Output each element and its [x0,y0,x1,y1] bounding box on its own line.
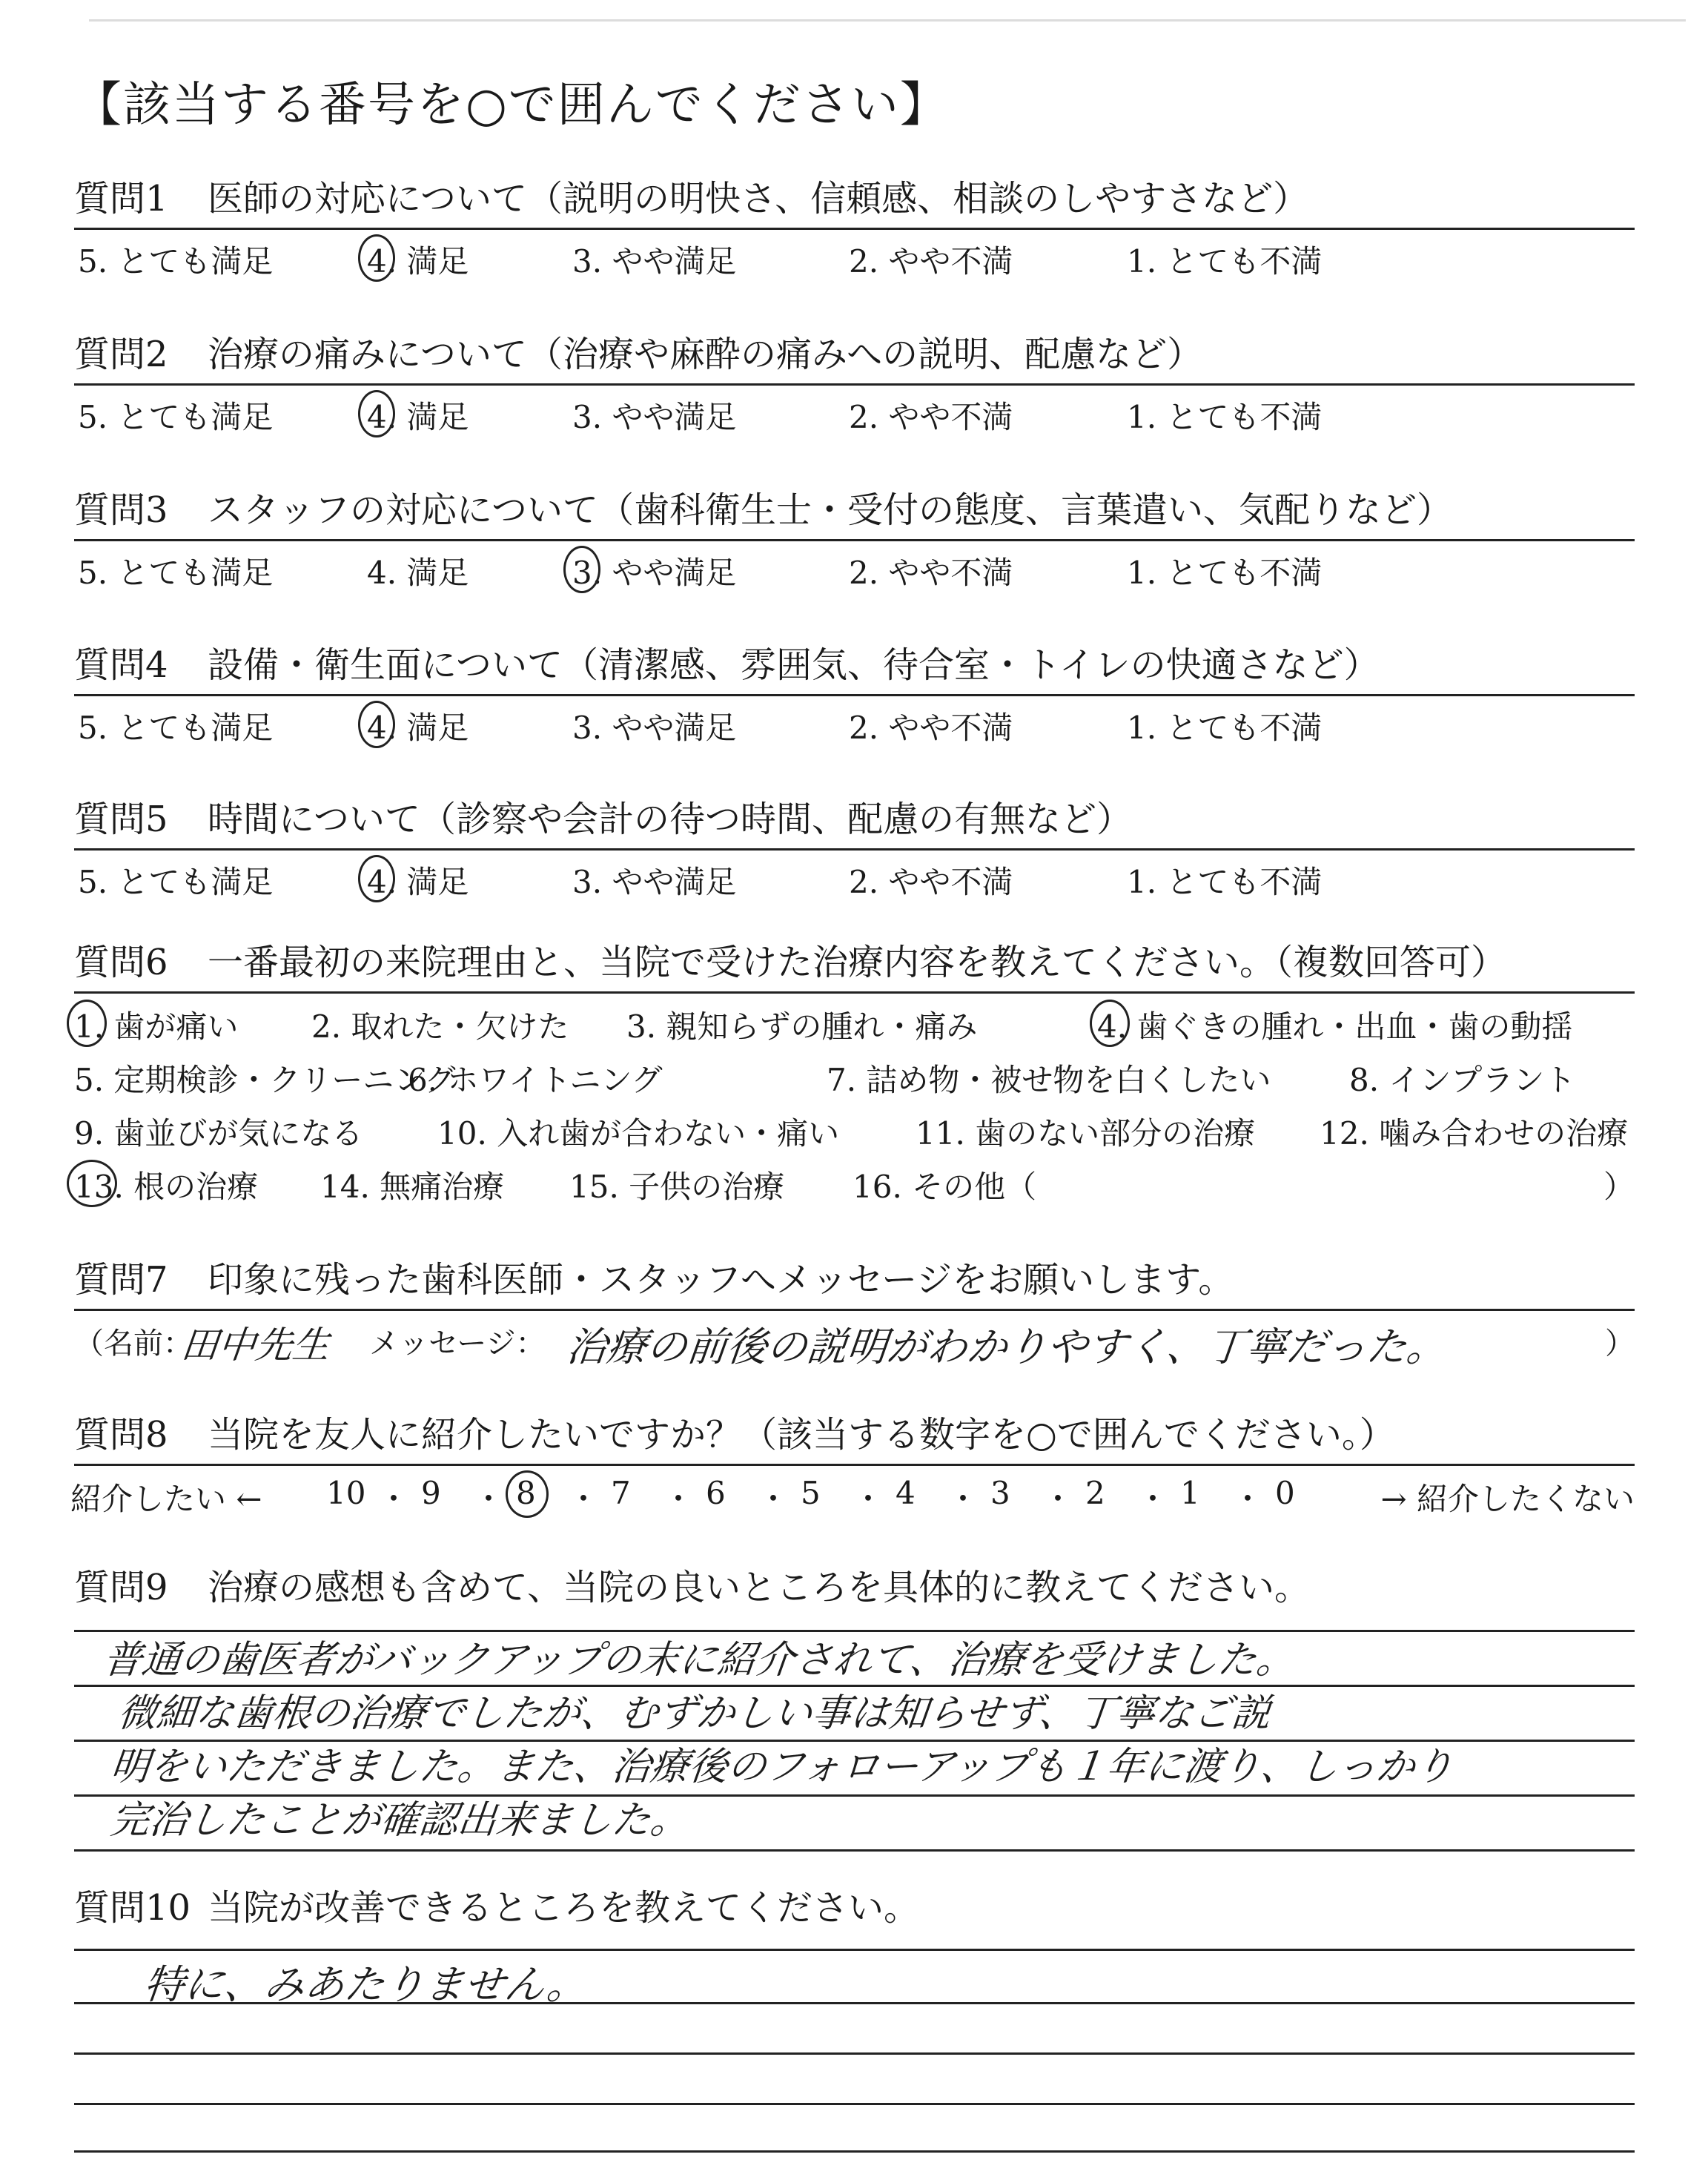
question-text: 当院を友人に紹介したいですか？（該当する数字を○で囲んでください。） [208,1414,1395,1456]
rating-option[interactable]: 2. やや不満 [849,555,1013,591]
rating-option[interactable]: 4. 満足 [367,864,469,900]
q9-answer-line-2[interactable]: 微細な歯根の治療でしたが、むずかしい事は知らせず、丁寧なご説 [116,1691,1273,1736]
q6-option[interactable]: 5. 定期検診・クリーニング [74,1062,456,1098]
question-text: 医師の対応について（説明の明快さ、信頼感、相談のしやすさなど） [208,178,1309,219]
question-5 [74,795,1635,905]
name-label: （名前： [74,1327,193,1361]
rating-option[interactable]: 5. とても満足 [78,710,274,746]
selection-circle [67,1160,117,1207]
rating-option[interactable]: 2. やや不満 [849,710,1013,746]
selection-circle [563,546,600,593]
question-text: 印象に残った歯科医師・スタッフへメッセージをお願いします。 [208,1259,1234,1301]
scale-separator: ・ [473,1481,505,1517]
q9-answer-line-4[interactable]: 完治したことが確認出来ました。 [108,1798,692,1843]
recommend-score[interactable]: 1 [1180,1475,1200,1511]
scale-separator: ・ [947,1481,979,1517]
rating-option[interactable]: 4. 満足 [367,555,469,591]
question-3 [74,486,1635,596]
question-number: 質問3 [74,489,168,531]
message-line [74,1311,1635,1370]
question-6 [74,938,1635,1216]
rating-option[interactable]: 4. 満足 [367,399,469,435]
question-1 [74,174,1635,285]
q6-option[interactable]: 12. 噛み合わせの治療 [1320,1115,1629,1152]
top-edge-line [89,19,1686,22]
rating-option[interactable]: 2. やや不満 [849,243,1013,280]
scale-separator: ・ [758,1481,790,1517]
recommend-score[interactable]: 6 [706,1475,726,1511]
q6-option[interactable]: 7. 詰め物・被せ物を白くしたい [827,1062,1271,1098]
answer-rule [74,2103,1635,2105]
rating-options [74,541,1635,596]
question-number: 質問7 [74,1259,168,1301]
rating-option[interactable]: 3. やや満足 [572,864,737,900]
rating-option[interactable]: 3. やや満足 [572,243,737,280]
question-number: 質問6 [74,942,168,983]
scale-separator: ・ [1042,1481,1074,1517]
q6-option[interactable]: 1. 歯が痛い [74,1008,239,1045]
selection-circle [67,1000,107,1047]
answer-rule [74,2052,1635,2055]
form-header: 【該当する番号を○で囲んでください】 [74,78,949,133]
rating-options [74,851,1635,905]
q10-answer[interactable]: 特に、みあたりません。 [142,1961,590,2008]
question-text: スタッフの対応について（歯科衛生士・受付の態度、言葉遣い、気配りなど） [208,489,1453,531]
question-text: 一番最初の来院理由と、当院で受けた治療内容を教えてください。（複数回答可） [208,942,1507,983]
selection-circle [358,855,395,902]
question-text: 設備・衛生面について（清潔感、雰囲気、待合室・トイレの快適さなど） [208,644,1380,686]
recommend-left-label: 紹介したい ← [70,1481,262,1517]
q6-option[interactable]: 8. インプラント [1349,1062,1576,1098]
scale-separator: ・ [1137,1481,1169,1517]
message-text[interactable]: 治療の前後の説明がわかりやすく、丁寧だった。 [564,1324,1449,1370]
selection-circle [1090,1000,1130,1047]
question-number: 質問9 [74,1567,168,1608]
question-text: 時間について（診察や会計の待つ時間、配慮の有無など） [208,799,1133,840]
close-paren: ） [1603,1169,1635,1205]
question-number: 質問8 [74,1414,168,1456]
question-number: 質問5 [74,799,168,840]
rating-option[interactable]: 4. 満足 [367,710,469,746]
recommend-scale [70,1466,1635,1518]
answer-rule [74,1949,1635,1951]
q6-option[interactable]: 13. 根の治療 [74,1169,259,1205]
rating-option[interactable]: 5. とても満足 [78,399,274,435]
rating-option[interactable]: 2. やや不満 [849,864,1013,900]
recommend-score[interactable]: 10 [326,1475,366,1511]
q9-answer-line-3[interactable]: 明をいただきました。また、治療後のフォローアップも１年に渡り、しっかり [108,1745,1456,1789]
question-9 [74,1563,1635,1612]
message-label: メッセージ： [369,1327,546,1361]
rating-option[interactable]: 3. やや満足 [572,399,737,435]
q6-option[interactable]: 4. 歯ぐきの腫れ・出血・歯の動揺 [1097,1008,1573,1045]
scale-separator: ・ [568,1481,600,1517]
recommend-score[interactable]: 5 [801,1475,821,1511]
rating-option[interactable]: 2. やや不満 [849,399,1013,435]
close-paren: ） [1605,1327,1635,1361]
question-2 [74,330,1635,440]
question-number: 質問4 [74,644,168,686]
scale-separator: ・ [663,1481,695,1517]
recommend-score[interactable]: 8 [516,1475,536,1511]
answer-rule [74,2150,1635,2153]
rating-option[interactable]: 1. とても不満 [1127,399,1323,435]
rating-options [74,386,1635,440]
q6-option[interactable]: 9. 歯並びが気になる [74,1115,363,1152]
q6-option[interactable]: 6. ホワイトニング [408,1062,663,1098]
scale-separator: ・ [853,1481,884,1517]
rating-option[interactable]: 1. とても不満 [1127,710,1323,746]
selection-circle [358,234,395,282]
scale-separator: ・ [1232,1481,1264,1517]
question-7 [74,1255,1635,1370]
recommend-score[interactable]: 7 [611,1475,631,1511]
question-number: 質問2 [74,334,168,375]
recommend-score[interactable]: 0 [1275,1475,1295,1511]
q9-answer-line-1[interactable]: 普通の歯医者がバックアップの末に紹介されて、治療を受けました。 [101,1638,1297,1682]
rating-options [74,230,1635,285]
rating-option[interactable]: 5. とても満足 [78,555,274,591]
question-4 [74,641,1635,751]
question-text: 当院が改善できるところを教えてください。 [208,1887,920,1929]
selection-circle [358,701,395,748]
q6-option[interactable]: 11. 歯のない部分の治療 [916,1115,1256,1152]
selection-circle [506,1470,549,1518]
q6-option[interactable]: 16. その他（ [853,1169,1037,1205]
q6-option[interactable]: 2. 取れた・欠けた [311,1008,569,1045]
rating-option[interactable]: 3. やや満足 [572,555,737,591]
rating-option[interactable]: 4. 満足 [367,243,469,280]
rating-option[interactable]: 5. とても満足 [78,864,274,900]
rating-option[interactable]: 1. とても不満 [1127,864,1323,900]
staff-name[interactable]: 田中先生 [179,1324,332,1367]
recommend-score[interactable]: 2 [1085,1475,1105,1511]
rating-option[interactable]: 5. とても満足 [78,243,274,280]
q6-option[interactable]: 15. 子供の治療 [569,1169,785,1205]
q6-option[interactable]: 3. 親知らずの腫れ・痛み [626,1008,978,1045]
rating-option[interactable]: 1. とても不満 [1127,243,1323,280]
answer-rule [74,1849,1635,1852]
scale-separator: ・ [378,1481,410,1517]
recommend-right-label: → 紹介したくない [1380,1481,1635,1517]
q6-option[interactable]: 10. 入れ歯が合わない・痛い [437,1115,840,1152]
question-8 [70,1410,1635,1518]
question-text: 治療の痛みについて（治療や麻酔の痛みへの説明、配慮など） [208,334,1203,375]
q6-option[interactable]: 14. 無痛治療 [320,1169,505,1205]
question-text: 治療の感想も含めて、当院の良いところを具体的に教えてください。 [208,1567,1311,1608]
rating-option[interactable]: 3. やや満足 [572,710,737,746]
recommend-score[interactable]: 3 [990,1475,1010,1511]
question-number: 質問10 [74,1887,191,1929]
rating-option[interactable]: 1. とても不満 [1127,555,1323,591]
rating-options [74,696,1635,751]
q6-options [74,994,1635,1216]
selection-circle [358,390,395,437]
recommend-score[interactable]: 4 [896,1475,916,1511]
question-10 [74,1883,1635,1932]
recommend-score[interactable]: 9 [421,1475,441,1511]
question-number: 質問1 [74,178,168,219]
